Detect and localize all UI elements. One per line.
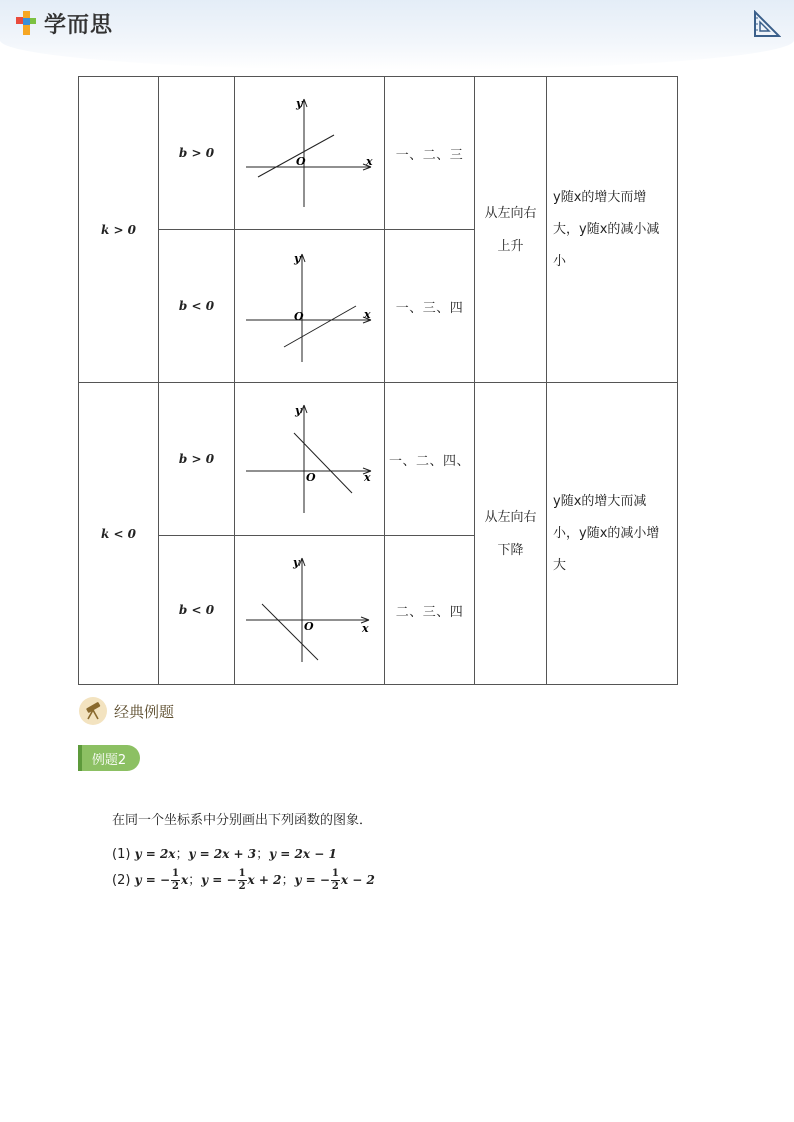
b-label: b > 0: [159, 77, 235, 230]
direction-line: 上升: [497, 238, 524, 254]
origin-label: O: [305, 471, 316, 484]
ruler-triangle-icon: [753, 10, 781, 38]
b-label: b > 0: [159, 383, 235, 536]
table-row: [79, 77, 678, 230]
property-line: y随x的增大而增: [553, 189, 647, 205]
logo: [16, 8, 113, 39]
origin-label: O: [293, 310, 304, 323]
example-tag: 例题2: [78, 745, 140, 771]
logo-text: 学而思: [44, 13, 114, 38]
fraction-numerator: 1: [172, 868, 179, 879]
separator: ；: [281, 873, 295, 888]
section-heading: [78, 696, 174, 726]
fraction-denominator: 2: [172, 881, 179, 892]
direction: [475, 383, 547, 685]
x-axis-label: x: [363, 308, 371, 321]
quadrants: 一、二、四、: [385, 383, 475, 536]
equation: y = 2x + 3: [188, 847, 257, 861]
y-axis-label: y: [294, 404, 301, 417]
question-prompt: 在同一个坐标系中分别画出下列函数的图象．: [112, 813, 373, 828]
fraction: [238, 868, 247, 893]
question-part-1: [112, 843, 337, 862]
y-axis-label: y: [293, 252, 300, 265]
line-graph-falling-negative-intercept: [236, 536, 384, 680]
equation: y = 2x − 1: [269, 847, 337, 861]
graph-cell: [235, 230, 385, 383]
x-axis-label: x: [361, 622, 369, 635]
question-part-2: [112, 868, 375, 893]
direction-line: 从左向右: [484, 205, 537, 221]
graph-cell: [235, 77, 385, 230]
property-line: 大: [553, 557, 567, 573]
origin-label: O: [303, 620, 314, 633]
property-line: 小: [553, 253, 567, 269]
equation-left: y = −: [201, 873, 237, 887]
fraction-denominator: 2: [331, 881, 339, 892]
k-label: k > 0: [79, 77, 159, 383]
section-title: 经典例题: [114, 702, 175, 721]
separator: ；: [188, 873, 202, 888]
quadrants: 二、三、四: [385, 536, 475, 685]
equation-left: y = −: [134, 873, 170, 887]
direction-line: 从左向右: [484, 509, 537, 525]
separator: ；: [175, 847, 189, 862]
property-line: 小，y随x的减小增: [553, 525, 660, 541]
fraction-numerator: 1: [238, 868, 246, 879]
b-label: b < 0: [159, 230, 235, 383]
equation-right: x − 2: [340, 873, 375, 887]
property: [547, 383, 678, 685]
direction-line: 下降: [497, 542, 524, 558]
graph-cell: [235, 536, 385, 685]
example-tag-accent: [78, 745, 82, 771]
fraction: [331, 868, 340, 893]
logo-icon: [16, 11, 38, 37]
fraction-denominator: 2: [238, 881, 246, 892]
fraction: [171, 868, 180, 893]
separator: ；: [256, 847, 270, 862]
fraction-numerator: 1: [331, 868, 339, 879]
equation-right: x + 2: [247, 873, 282, 887]
equation-right: x: [180, 873, 189, 887]
b-label: b < 0: [159, 536, 235, 685]
y-axis-label: y: [295, 97, 302, 110]
part-index: (2): [112, 873, 131, 888]
equation: y = 2x: [134, 847, 176, 861]
line-graph-rising-negative-intercept: [236, 230, 384, 378]
telescope-icon: [78, 696, 108, 726]
table-row: [79, 383, 678, 536]
property-line: 大，y随x的减小减: [553, 221, 660, 237]
equation-left: y = −: [294, 873, 330, 887]
line-graph-falling-positive-intercept: [236, 383, 384, 531]
quadrants: 一、二、三: [385, 77, 475, 230]
origin-label: O: [295, 155, 306, 168]
part-index: (1): [112, 847, 131, 862]
x-axis-label: x: [365, 155, 373, 168]
linear-function-properties-table: [78, 76, 678, 685]
page-header: [0, 0, 794, 70]
quadrants: 一、三、四: [385, 230, 475, 383]
graph-cell: [235, 383, 385, 536]
direction: [475, 77, 547, 383]
property: [547, 77, 678, 383]
x-axis-label: x: [363, 471, 371, 484]
line-graph-rising-positive-intercept: [236, 77, 384, 225]
property-line: y随x的增大而减: [553, 493, 647, 509]
y-axis-label: y: [292, 556, 299, 569]
k-label: k < 0: [79, 383, 159, 685]
